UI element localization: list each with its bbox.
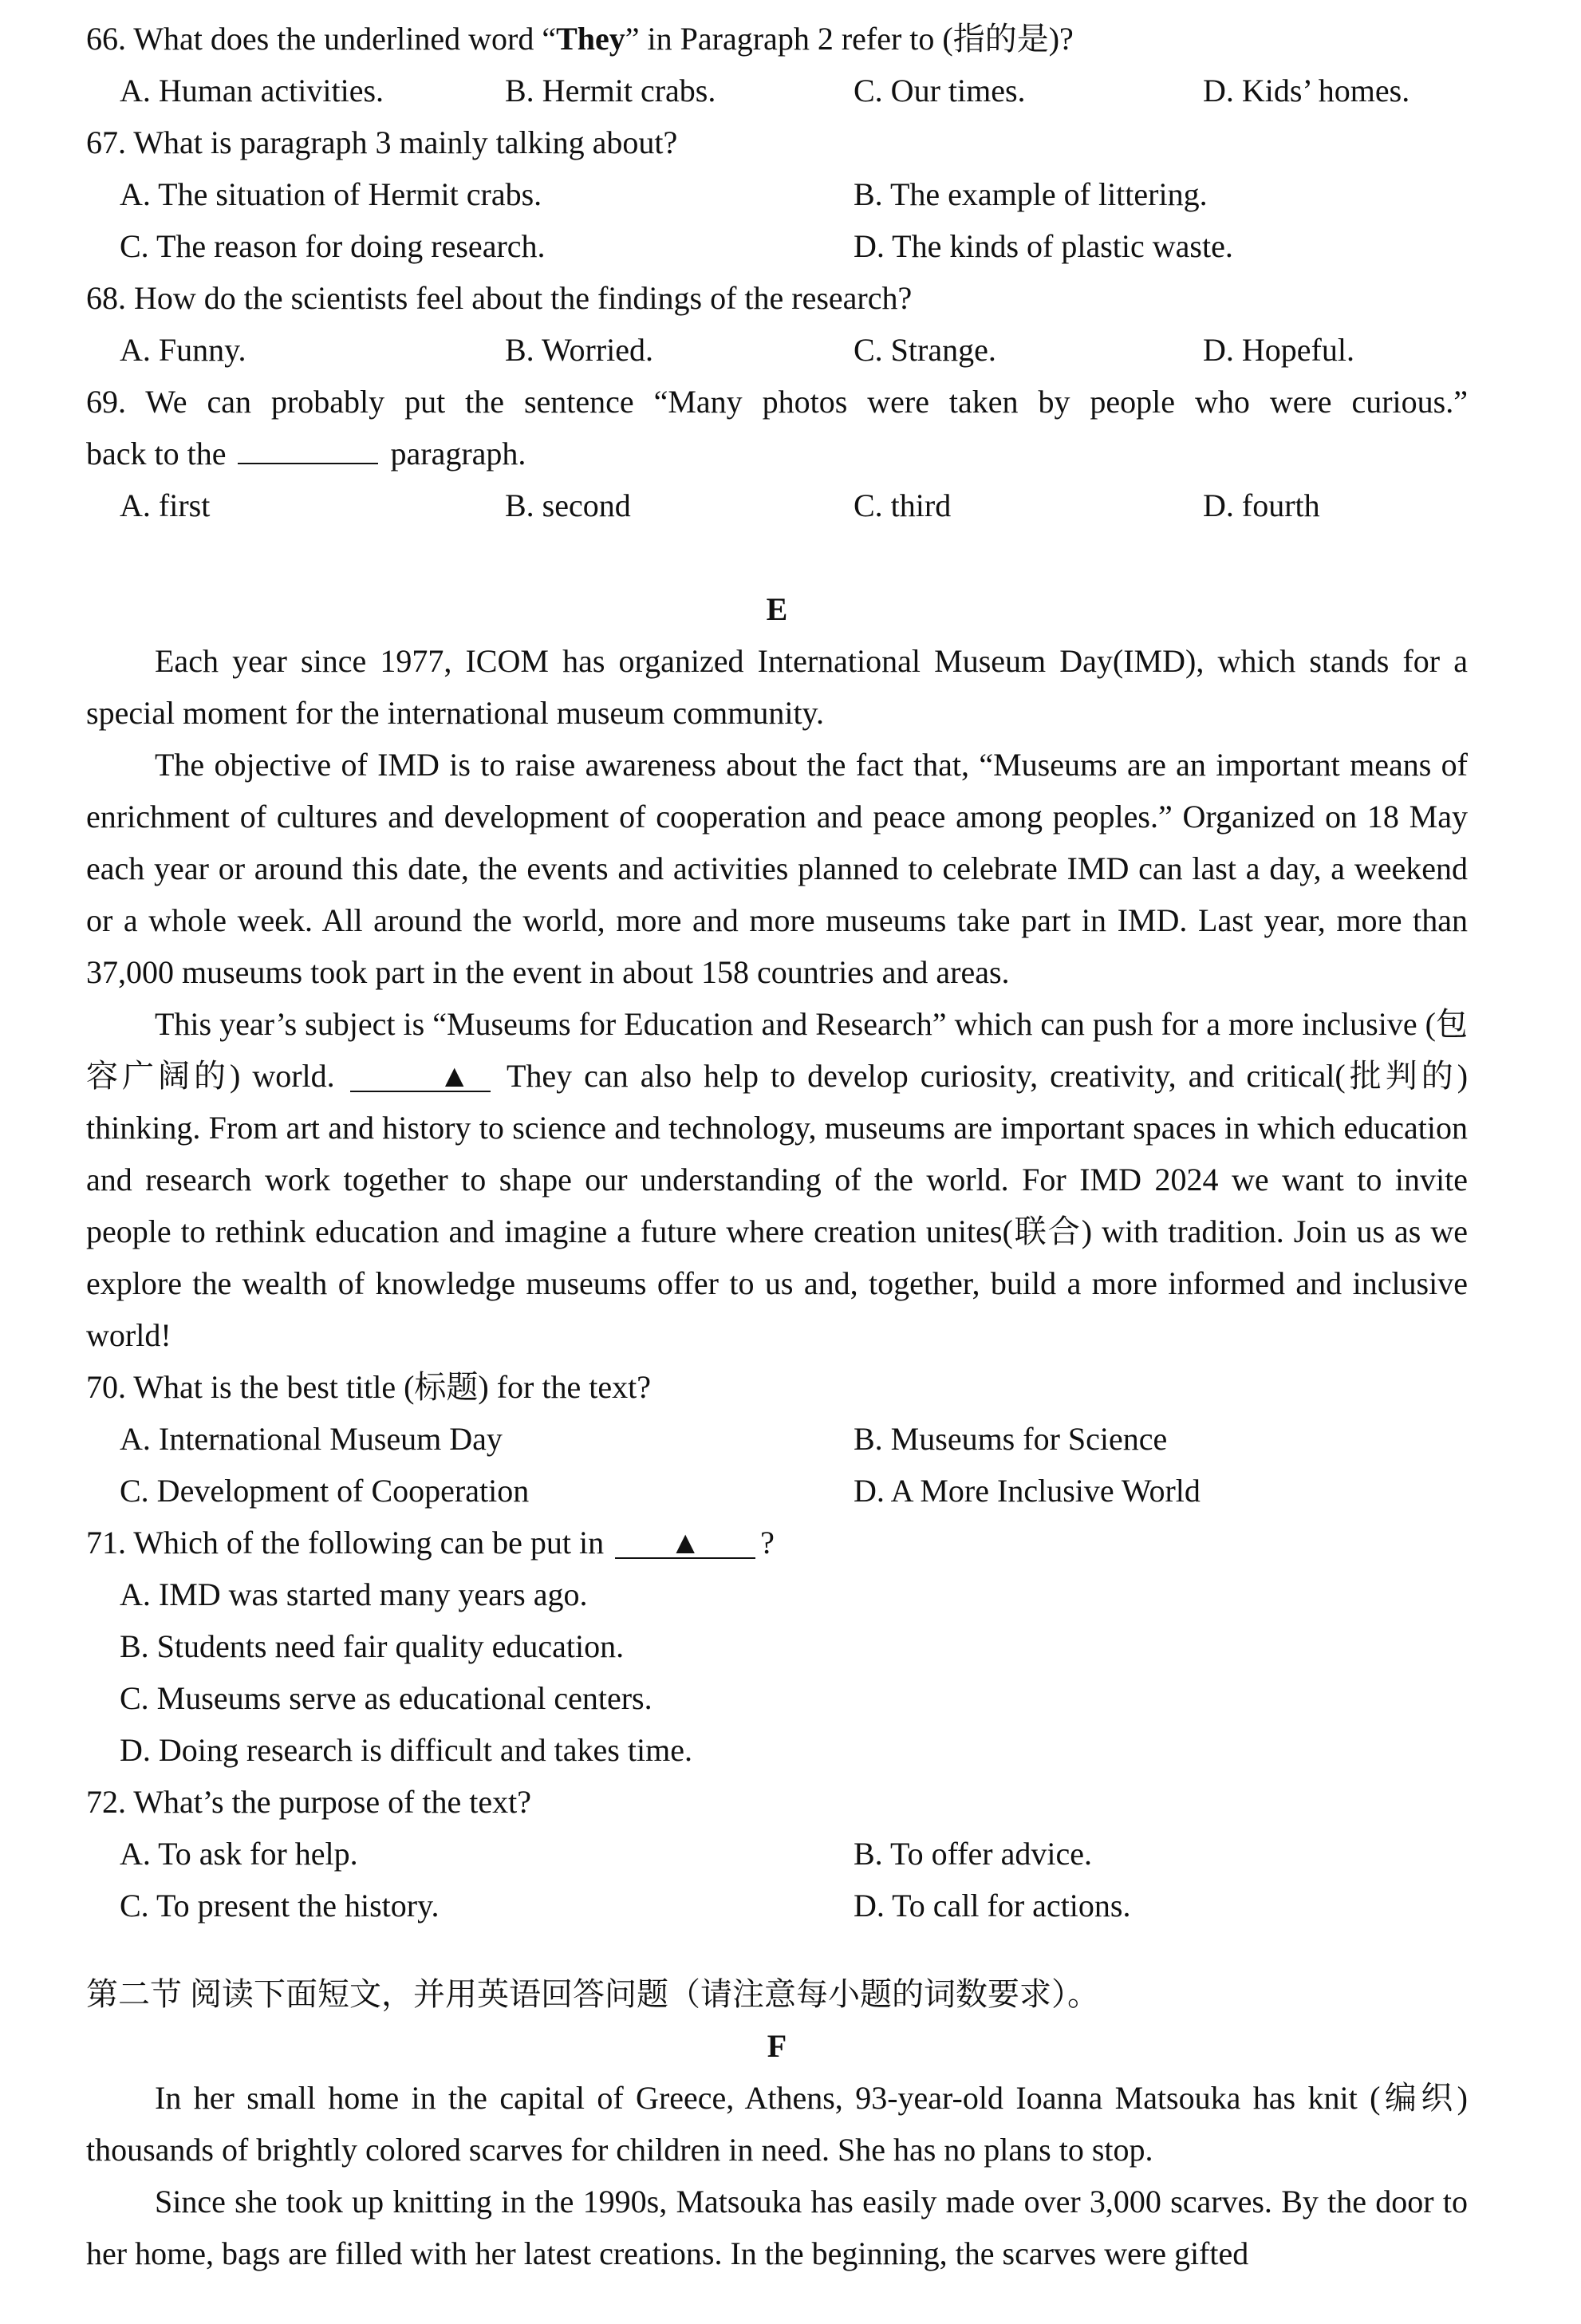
underlined-word: They <box>556 21 625 57</box>
question-67-options-row2 <box>86 220 1468 272</box>
option-c: C. Museums serve as educational centers. <box>120 1680 653 1716</box>
exam-page <box>86 13 1468 2279</box>
question-69-stem-line2: back to the paragraph. <box>86 428 1468 479</box>
section-f-paragraph-1: In her small home in the capital of Greece, Athens, 93-year-old Ioanna Matsouka has knit (编织) thousands of brightly colored scarves for children in need. She has no plans to stop. <box>86 2080 1468 2168</box>
section-e-heading: E <box>766 591 788 627</box>
option-c: C. To present the history. <box>120 1888 440 1924</box>
option-d: D. Hopeful. <box>1203 332 1354 368</box>
question-66-stem: 66. What does the underlined word “They” in Paragraph 2 refer to (指的是)? <box>86 21 1074 57</box>
option-d: D. To call for actions. <box>854 1888 1131 1924</box>
option-a: A. IMD was started many years ago. <box>120 1576 588 1612</box>
option-c: C. third <box>854 487 952 523</box>
section-f-paragraph-2: Since she took up knitting in the 1990s, Matsouka has easily made over 3,000 scarves. By the door to her home, bags are filled with her latest creations. In the beginning, the scarves were gifted <box>86 2184 1468 2271</box>
question-68-options <box>86 324 1468 376</box>
question-67-options-row1 <box>86 168 1468 220</box>
question-70-stem: 70. What is the best title (标题) for the text? <box>86 1369 651 1405</box>
answer-blank <box>238 431 378 464</box>
option-a: A. Funny. <box>120 332 246 368</box>
option-b: B. Hermit crabs. <box>505 73 716 109</box>
triangle-icon: ▲ <box>438 1058 471 1094</box>
option-a: A. Human activities. <box>120 73 384 109</box>
question-72-stem: 72. What’s the purpose of the text? <box>86 1784 532 1820</box>
option-c: C. Our times. <box>854 73 1026 109</box>
option-c: C. Strange. <box>854 332 996 368</box>
spacer <box>86 1931 1468 1968</box>
spacer <box>86 531 1468 583</box>
option-d: D. fourth <box>1203 487 1320 523</box>
section-e-paragraph-2: The objective of IMD is to raise awareness about the fact that, “Museums are an important means of enrichment of cultures and development of cooperation and peace among peoples.” Organized on 18 May each year or around this date, the events and activities planned to celebrate IMD can last a day, a weekend or a whole week. All around the world, more and more museums take part in IMD. Last year, more than 37,000 museums took part in the event in about 158 countries and areas. <box>86 747 1468 990</box>
option-c: C. The reason for doing research. <box>120 228 546 264</box>
option-b: B. Worried. <box>505 332 654 368</box>
question-72-options-row2 <box>86 1880 1468 1931</box>
question-69-options <box>86 479 1468 531</box>
option-d: D. Kids’ homes. <box>1203 73 1410 109</box>
section-2-instruction: 第二节 阅读下面短文，并用英语回答问题（请注意每小题的词数要求）。 <box>86 1976 1099 2012</box>
option-d: D. A More Inclusive World <box>854 1473 1201 1509</box>
triangle-icon: ▲ <box>669 1525 701 1561</box>
answer-blank <box>350 1059 491 1092</box>
section-e-paragraph-3: This year’s subject is “Museums for Education and Research” which can push for a more inclusive (包容广阔的) world. ▲ They can also help to develop curiosity, creativity, and critical(批判的) thinking. From art and history to science and technology, museums are important spaces in which education and research work together to shape our understanding of the world. For IMD 2024 we want to invite people to rethink education and imagine a future where creation unites(联合) with tradition. Join us as we explore the wealth of knowledge museums offer to us and, together, build a more informed and inclusive world! <box>86 1006 1469 1353</box>
question-66-options <box>86 65 1468 116</box>
section-f-heading: F <box>767 2028 787 2064</box>
question-70-options-row2 <box>86 1465 1468 1517</box>
option-b: B. The example of littering. <box>854 176 1208 212</box>
option-d: D. Doing research is difficult and takes time. <box>120 1732 692 1768</box>
answer-blank <box>615 1525 755 1559</box>
option-b: B. Students need fair quality education. <box>120 1628 625 1664</box>
option-c: C. Development of Cooperation <box>120 1473 530 1509</box>
question-72-options-row1 <box>86 1828 1468 1880</box>
question-67-stem: 67. What is paragraph 3 mainly talking about? <box>86 124 678 160</box>
option-a: A. first <box>120 487 211 523</box>
question-70-options-row1 <box>86 1413 1468 1465</box>
question-71-stem: 71. Which of the following can be put in ▲ ? <box>86 1525 775 1561</box>
option-b: B. second <box>505 487 631 523</box>
option-b: B. Museums for Science <box>854 1421 1168 1457</box>
option-a: A. The situation of Hermit crabs. <box>120 176 542 212</box>
option-a: A. To ask for help. <box>120 1836 358 1872</box>
option-a: A. International Museum Day <box>120 1421 503 1457</box>
option-d: D. The kinds of plastic waste. <box>854 228 1233 264</box>
option-b: B. To offer advice. <box>854 1836 1092 1872</box>
section-e-paragraph-1: Each year since 1977, ICOM has organized International Museum Day(IMD), which stands for a special moment for the international museum community. <box>86 643 1468 731</box>
question-69-stem-line1: 69. We can probably put the sentence “Many photos were taken by people who were curious.” <box>86 384 1468 420</box>
question-68-stem: 68. How do the scientists feel about the findings of the research? <box>86 280 913 316</box>
